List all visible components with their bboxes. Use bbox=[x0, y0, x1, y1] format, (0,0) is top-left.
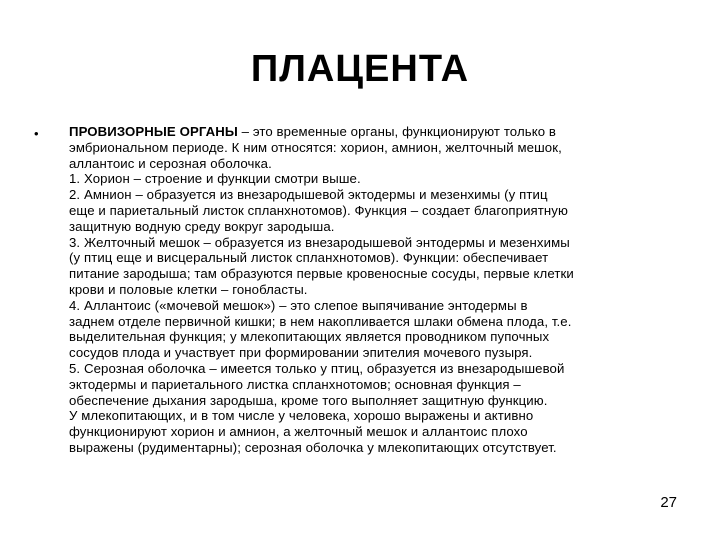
slide-body-text bbox=[69, 124, 681, 456]
body-line: функционируют хорион и амнион, а желточный мешок и аллантоис плохо bbox=[69, 424, 528, 440]
body-line: защитную водную среду вокруг зародыша. bbox=[69, 218, 335, 234]
body-line: аллантоис и серозная оболочка. bbox=[69, 155, 272, 171]
body-line: еще и париетальный листок спланхнотомов). Функция – создает благоприятную bbox=[69, 202, 568, 218]
body-line-text: – это временные органы, функционируют только в bbox=[237, 124, 557, 139]
body-line: обеспечение дыхания зародыша, кроме того выполняет защитную функцию. bbox=[69, 392, 548, 408]
body-line: выражены (рудиментарны); серозная оболочка у млекопитающих отсутствует. bbox=[69, 439, 557, 455]
body-line: У млекопитающих, и в том числе у человека, хорошо выражены и активно bbox=[69, 408, 534, 424]
body-line: питание зародыша; там образуются первые кровеносные сосуды, первые клетки bbox=[69, 266, 574, 282]
lead-term: ПРОВИЗОРНЫЕ ОРГАНЫ bbox=[69, 124, 238, 139]
body-line: заднем отделе первичной кишки; в нем накопливается шлаки обмена плода, т.е. bbox=[69, 313, 572, 329]
body-line: 5. Серозная оболочка – имеется только у птиц, образуется из внезародышевой bbox=[69, 360, 565, 376]
bullet-marker: • bbox=[34, 126, 39, 141]
body-line: эктодермы и париетального листка спланхнотомов; основная функция – bbox=[69, 376, 521, 392]
page-number: 27 bbox=[660, 494, 677, 511]
body-line: сосудов плода и участвует при формировании эпителия мочевого пузыря. bbox=[69, 345, 533, 361]
body-line: эмбриональном периоде. К ним относятся: хорион, амнион, желточный мешок, bbox=[69, 139, 562, 155]
body-line: 2. Амнион – образуется из внезародышевой эктодермы и мезенхимы (у птиц bbox=[69, 187, 548, 203]
body-line: крови и половые клетки – гонобласты. bbox=[69, 281, 308, 297]
body-line: 1. Хорион – строение и функции смотри выше. bbox=[69, 171, 361, 187]
body-line: 4. Аллантоис («мочевой мешок») – это слепое выпячивание энтодермы в bbox=[69, 297, 528, 313]
body-line: выделительная функция; у млекопитающих является проводником пупочных bbox=[69, 329, 550, 345]
body-line bbox=[69, 124, 681, 140]
body-line: 3. Желточный мешок – образуется из внезародышевой энтодермы и мезенхимы bbox=[69, 234, 570, 250]
slide-title: ПЛАЦЕНТА bbox=[250, 48, 470, 90]
body-line: (у птиц еще и висцеральный листок спланхнотомов). Функции: обеспечивает bbox=[69, 250, 549, 266]
